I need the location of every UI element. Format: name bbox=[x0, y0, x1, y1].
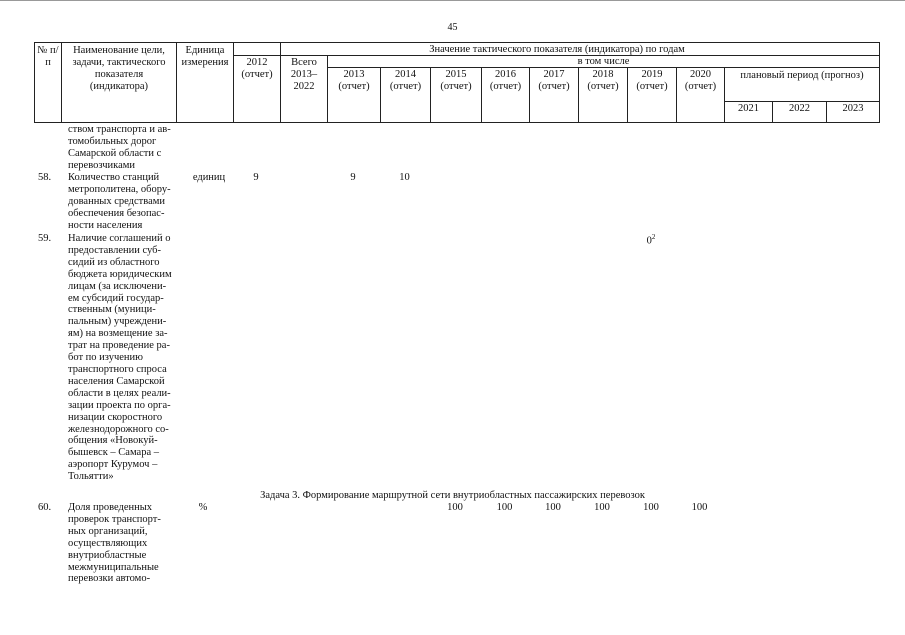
row-60-number: 60. bbox=[38, 502, 52, 513]
header-plan-2022: 2022 bbox=[789, 103, 810, 114]
row-60-2019: 100 bbox=[643, 502, 659, 513]
header-values-title: Значение тактического показателя (индикатора) по годам bbox=[429, 44, 685, 55]
row-60-2017: 100 bbox=[545, 502, 561, 513]
continuation-text: ством транспорта и ав- томобильных дорог Самарской области с перевозчиками bbox=[68, 124, 171, 171]
row-59-name: Наличие соглашений о предоставлении суб- сидий из областного бюджета юридическим лицам (за исключени- ем субсидий государ- ственным (муници- пальным) учреждени- ям) на возмещение за- трат на проведение ра- бот по изучению транспортного спроса населения Самарской области в целях реали- зации проекта по орга- низации скоростного железнодорожного со- общения «Новокуй- бышевск – Самара – аэропорт Курумоч – Тольятти» bbox=[68, 233, 172, 483]
header-year-2020: 2020 (отчет) bbox=[684, 69, 717, 92]
row-58-number: 58. bbox=[38, 172, 52, 183]
header-col-total: Всего 2013– 2022 bbox=[290, 57, 318, 92]
row-58-name: Количество станций метрополитена, обору- дованных средствами обеспечения безопас- ности населения bbox=[68, 172, 171, 231]
header-year-2016: 2016 (отчет) bbox=[489, 69, 522, 92]
header-col-num: № п/п bbox=[37, 45, 59, 68]
header-plan-2023: 2023 bbox=[842, 103, 864, 114]
header-year-2014: 2014 (отчет) bbox=[389, 69, 422, 92]
row-58-2013: 9 bbox=[350, 172, 356, 183]
row-58-2012: 9 bbox=[253, 172, 259, 183]
header-col-unit: Единица измерения bbox=[181, 45, 229, 68]
table-header bbox=[34, 42, 880, 123]
header-col-name: Наименование цели, задачи, тактического показателя (индикатора) bbox=[72, 45, 166, 92]
row-60-2018: 100 bbox=[594, 502, 610, 513]
row-58-2014: 10 bbox=[399, 172, 410, 183]
header-year-2018: 2018 (отчет) bbox=[587, 69, 619, 92]
row-60-2020: 100 bbox=[691, 502, 708, 513]
row-59-number: 59. bbox=[38, 233, 52, 244]
header-plan-2021: 2021 bbox=[738, 103, 759, 114]
header-year-2019: 2019 (отчет) bbox=[636, 69, 668, 92]
header-year-2017: 2017 (отчет) bbox=[538, 69, 570, 92]
row-59-2019: $0^2$ bbox=[646, 233, 656, 247]
row-60-2015: 100 bbox=[447, 502, 463, 513]
header-year-2015: 2015 (отчет) bbox=[440, 69, 472, 92]
row-60-unit: % bbox=[198, 502, 208, 513]
scan-top-edge bbox=[0, 0, 905, 1]
row-58-unit: единиц bbox=[192, 172, 226, 183]
task-3-title: Задача 3. Формирование маршрутной сети внутриобластных пассажирских перевозок bbox=[260, 490, 645, 501]
header-year-2013: 2013 (отчет) bbox=[338, 69, 370, 92]
header-plan-period: плановый период (прогноз) bbox=[740, 70, 864, 81]
page-number: 45 bbox=[447, 22, 458, 33]
header-col-2012: 2012 (отчет) bbox=[241, 57, 273, 80]
row-60-2016: 100 bbox=[496, 502, 513, 513]
header-including: в том числе bbox=[577, 56, 630, 67]
row-60-name: Доля проведенных проверок транспорт- ных организаций, осуществляющих внутриобластные межмуниципальные перевозки автомо- bbox=[68, 502, 161, 585]
